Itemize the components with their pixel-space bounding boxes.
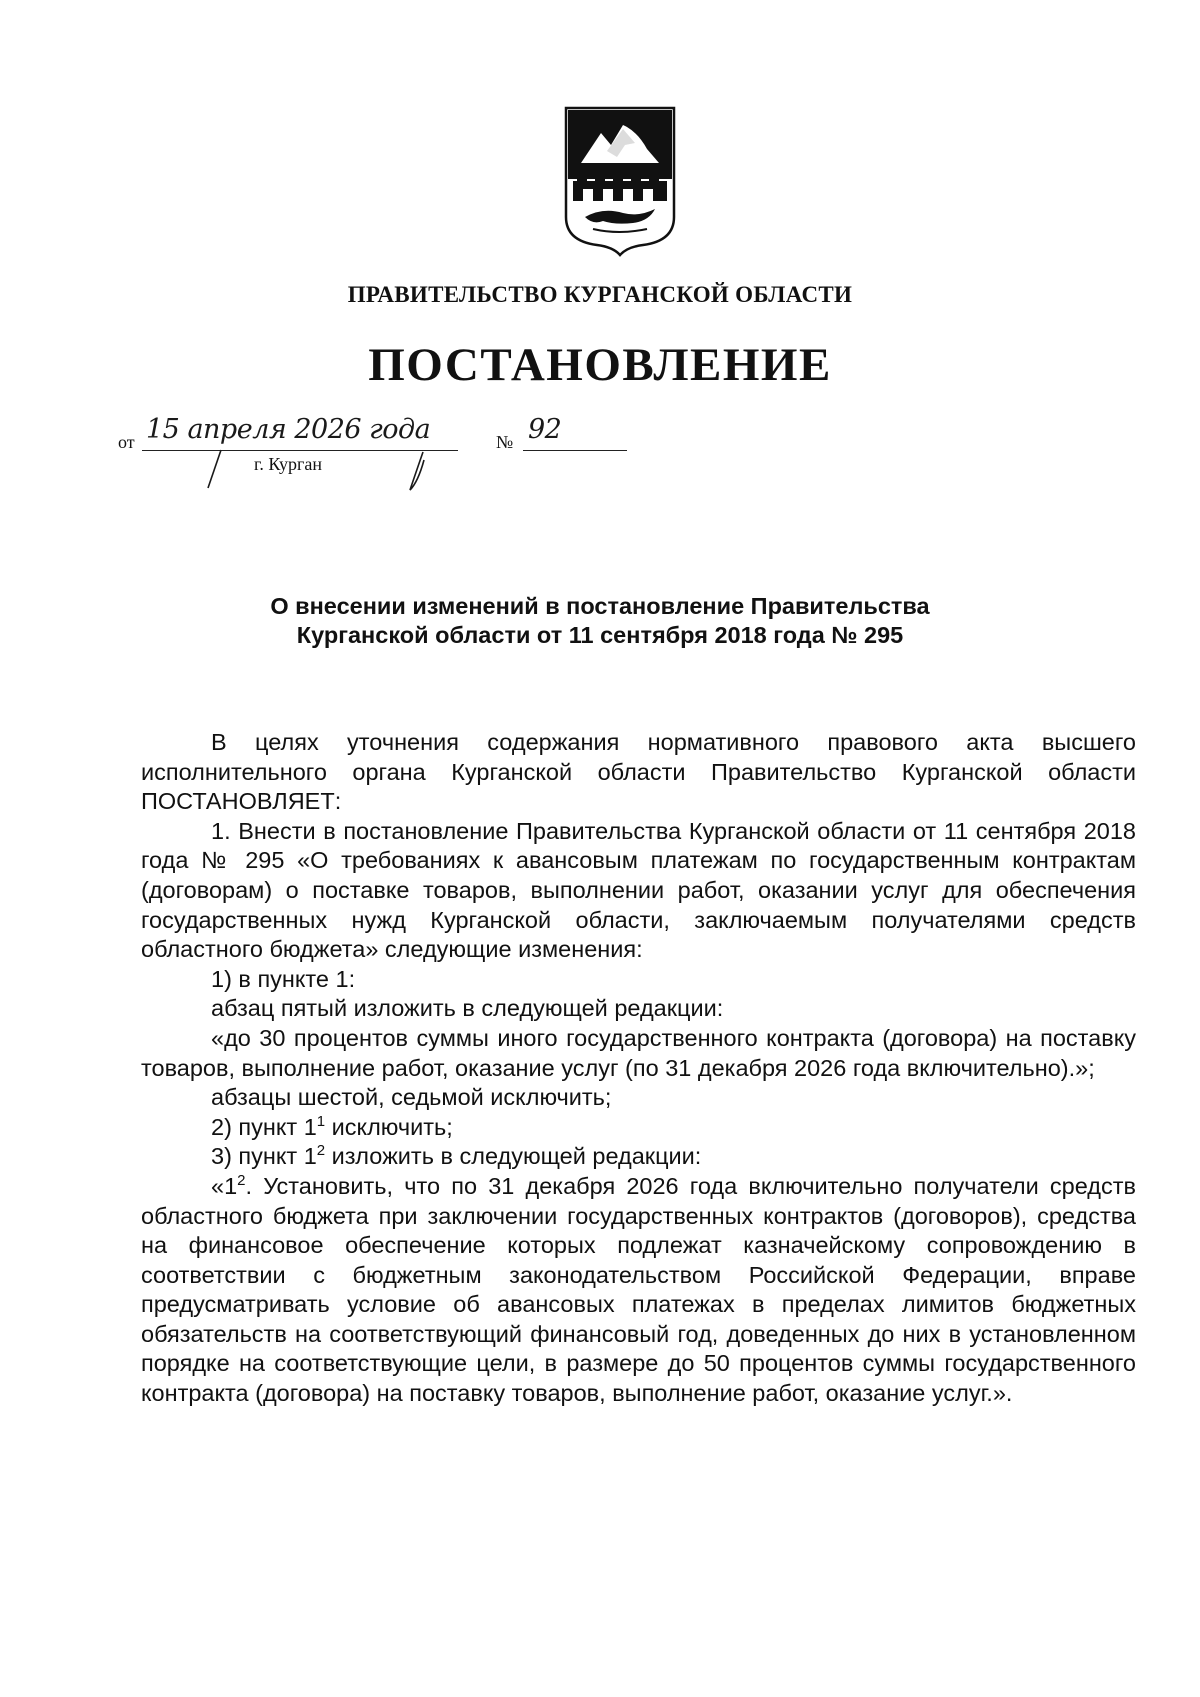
subitem-2-post: исключить; bbox=[325, 1113, 453, 1140]
document-type: ПОСТАНОВЛЕНИЕ bbox=[368, 339, 832, 391]
government-name: ПРАВИТЕЛЬСТВО КУРГАНСКОЙ ОБЛАСТИ bbox=[347, 282, 853, 307]
subitem-1-paragraph: 1) в пункте 1: bbox=[211, 965, 356, 992]
handwriting-strokes bbox=[118, 420, 638, 510]
document-title bbox=[0, 592, 1200, 650]
subitem-3-sup: 2 bbox=[316, 1142, 326, 1160]
quote-pre: «1 bbox=[211, 1172, 238, 1199]
dateline bbox=[118, 414, 638, 510]
paragraph-5-text: «до 30 процентов суммы иного государственного контракта (договора) на поставку товаров, выполнение работ, оказание услуг (по 31 декабря 2026 года включительно).»; bbox=[141, 1024, 1136, 1081]
subitem-3-post: изложить в следующей редакции: bbox=[325, 1143, 702, 1170]
subitem-2-sup: 1 bbox=[316, 1112, 326, 1130]
quoted-point-paragraph bbox=[141, 1172, 1136, 1409]
subitem-3-pre: 3) пункт 1 bbox=[211, 1143, 317, 1170]
subitem-3-paragraph bbox=[141, 1142, 1136, 1172]
quote-sup: 2 bbox=[237, 1171, 246, 1189]
quote-text: . Установить, что по 31 декабря 2026 года включительно получатели средств областного бюджета при заключении государственных контрактов (договоров), средства на финансовое обеспечение которых подлежат казначейскому сопровождению в соответствии с бюджетным законодательством Российской Федерации, вправе предусматривать условие об авансовых платежах в пределах лимитов бюджетных обязательств на соответствующий финансовый год, доведенных до них в установленном порядке на соответствующие цели, в размере до 50 процентов суммы государственного контракта (договора) на поставку товаров, выполнение работ, оказание услуг.». bbox=[141, 1172, 1136, 1407]
number-label: № bbox=[496, 432, 514, 452]
subitem-2-paragraph bbox=[141, 1113, 1136, 1143]
paragraphs-6-7: абзацы шестой, седьмой исключить; bbox=[211, 1084, 612, 1111]
title-line-2: Курганской области от 11 сентября 2018 года № 295 bbox=[296, 622, 904, 648]
handwritten-date: 15 апреля 2026 года bbox=[146, 414, 431, 445]
handwritten-number: 92 bbox=[528, 414, 562, 445]
title-line-1: О внесении изменений в постановление Правительства bbox=[270, 593, 930, 619]
paragraph-5-intro: абзац пятый изложить в следующей редакции: bbox=[211, 995, 724, 1022]
item-1-paragraph: 1. Внести в постановление Правительства Курганской области от 11 сентября 2018 года № 295 «О требованиях к авансовым платежам по государственным контрактам (договорам) о поставке товаров, выполнении работ, оказании услуг для обеспечения государственных нужд Курганской области, заключаемым получателями средств областного бюджета» следующие изменения: bbox=[141, 817, 1136, 963]
kurgan-oblast-coat-of-arms-icon bbox=[563, 105, 677, 257]
subitem-2-pre: 2) пункт 1 bbox=[211, 1113, 317, 1140]
document-body bbox=[141, 728, 1136, 1409]
preamble-paragraph: В целях уточнения содержания нормативного правового акта высшего исполнительного органа Курганской области Правительство Курганской области ПОСТАНОВЛЯЕТ: bbox=[141, 729, 1136, 815]
from-label: от bbox=[118, 432, 135, 452]
city-label: г. Курган bbox=[254, 454, 323, 474]
